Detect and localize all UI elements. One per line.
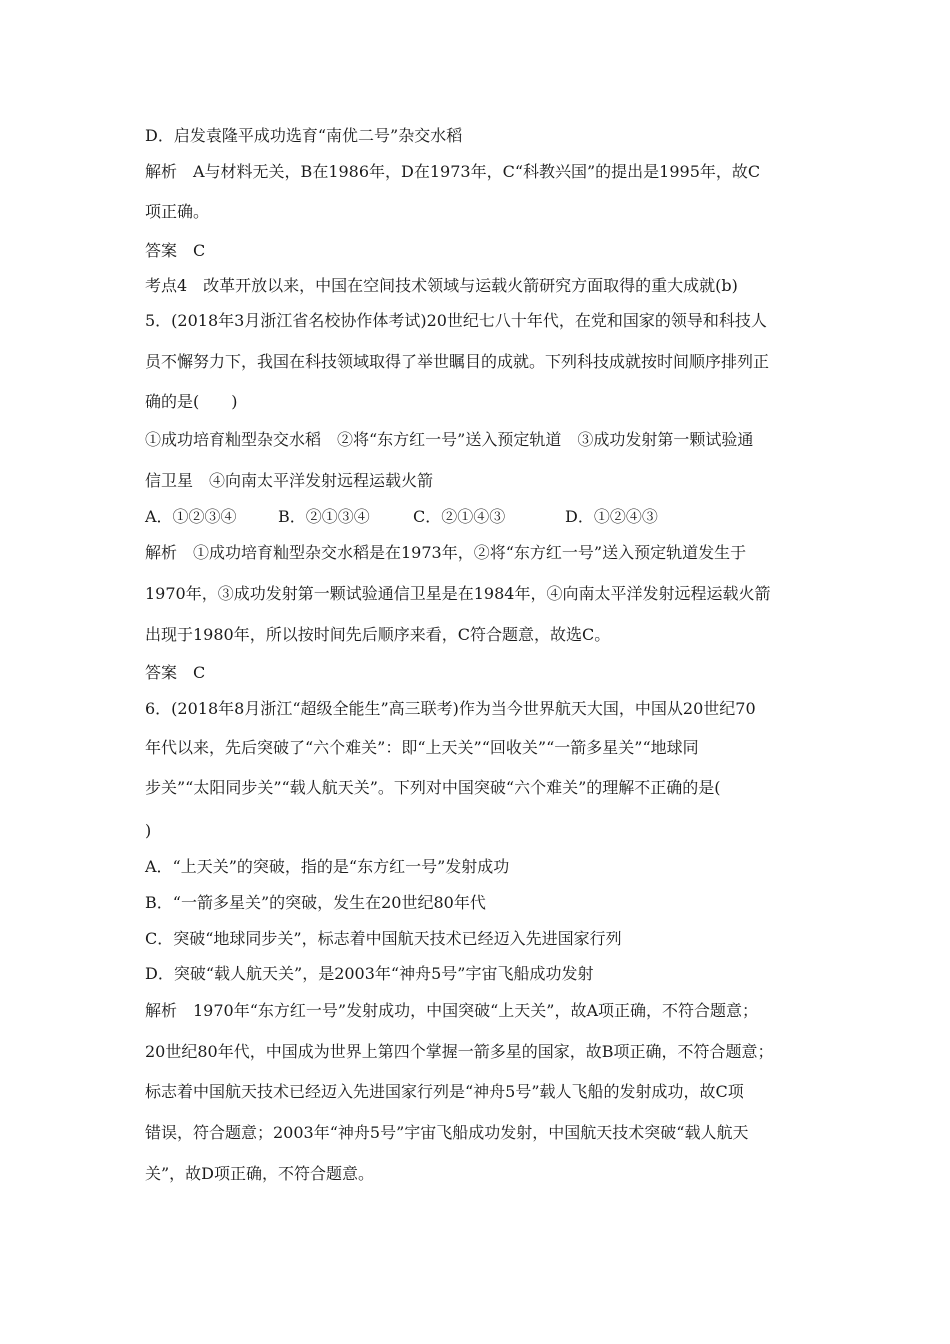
q4-option-d: D．启发袁隆平成功选育“南优二号”杂交水稻 — [145, 126, 463, 145]
q4-analysis-line-2: 项正确。 — [145, 202, 210, 221]
q6-option-a: A．“上天关”的突破，指的是“东方红一号”发射成功 — [145, 857, 510, 876]
q5-analysis-line-1: 解析 ①成功培育籼型杂交水稻是在1973年，②将“东方红一号”送入预定轨道发生于 — [145, 543, 747, 562]
q5-stem-line-2: 员不懈努力下，我国在科技领域取得了举世瞩目的成就。下列科技成就按时间顺序排列正 — [145, 352, 770, 371]
q6-stem-line-1: 6．(2018年8月浙江“超级全能生”高三联考)作为当今世界航天大国，中国从20世纪70 — [145, 699, 756, 718]
q6-option-c: C．突破“地球同步关”，标志着中国航天技术已经迈入先进国家行列 — [145, 929, 622, 948]
q5-items-line-1: ①成功培育籼型杂交水稻 ②将“东方红一号”送入预定轨道 ③成功发射第一颗试验通 — [145, 430, 754, 449]
q6-analysis-line-5: 关”，故D项正确，不符合题意。 — [145, 1164, 375, 1183]
q6-stem-line-4: ) — [145, 821, 152, 840]
q4-answer: 答案 C — [145, 241, 206, 260]
q6-stem-line-2: 年代以来，先后突破了“六个难关”：即“上天关”“回收关”“一箭多星关”“地球同 — [145, 738, 699, 757]
q5-option-b: B．②①③④ — [278, 507, 370, 526]
q5-answer: 答案 C — [145, 663, 206, 682]
q4-analysis-line-1: 解析 A与材料无关，B在1986年，D在1973年，C“科教兴国”的提出是1995年，故C — [145, 162, 761, 181]
q6-analysis-line-1: 解析 1970年“东方红一号”发射成功，中国突破“上天关”，故A项正确，不符合题意； — [145, 1001, 758, 1020]
q5-option-c: C．②①④③ — [413, 507, 506, 526]
q5-stem-line-1: 5．(2018年3月浙江省名校协作体考试)20世纪七八十年代，在党和国家的领导和科技人 — [145, 311, 767, 330]
q5-option-a: A．①②③④ — [145, 507, 237, 526]
q6-option-b: B．“一箭多星关”的突破，发生在20世纪80年代 — [145, 893, 486, 912]
q6-analysis-line-3: 标志着中国航天技术已经迈入先进国家行列是“神舟5号”载人飞船的发射成功，故C项 — [145, 1082, 744, 1101]
q6-option-d: D．突破“载人航天关”，是2003年“神舟5号”宇宙飞船成功发射 — [145, 964, 594, 983]
q5-stem-line-3: 确的是( ) — [145, 392, 238, 411]
q5-analysis-line-3: 出现于1980年，所以按时间先后顺序来看，C符合题意，故选C。 — [145, 625, 611, 644]
q6-analysis-line-2: 20世纪80年代，中国成为世界上第四个掌握一箭多星的国家，故B项正确，不符合题意； — [145, 1042, 774, 1061]
q6-stem-line-3: 步关”“太阳同步关”“载人航天关”。下列对中国突破“六个难关”的理解不正确的是( — [145, 778, 721, 797]
q5-option-d: D．①②④③ — [565, 507, 658, 526]
section-heading: 考点4 改革开放以来，中国在空间技术领域与运载火箭研究方面取得的重大成就(b) — [145, 276, 738, 295]
q5-analysis-line-2: 1970年，③成功发射第一颗试验通信卫星是在1984年，④向南太平洋发射远程运载火箭 — [145, 584, 771, 603]
q5-items-line-2: 信卫星 ④向南太平洋发射远程运载火箭 — [145, 471, 434, 490]
q6-analysis-line-4: 错误，符合题意；2003年“神舟5号”宇宙飞船成功发射，中国航天技术突破“载人航天 — [145, 1123, 749, 1142]
